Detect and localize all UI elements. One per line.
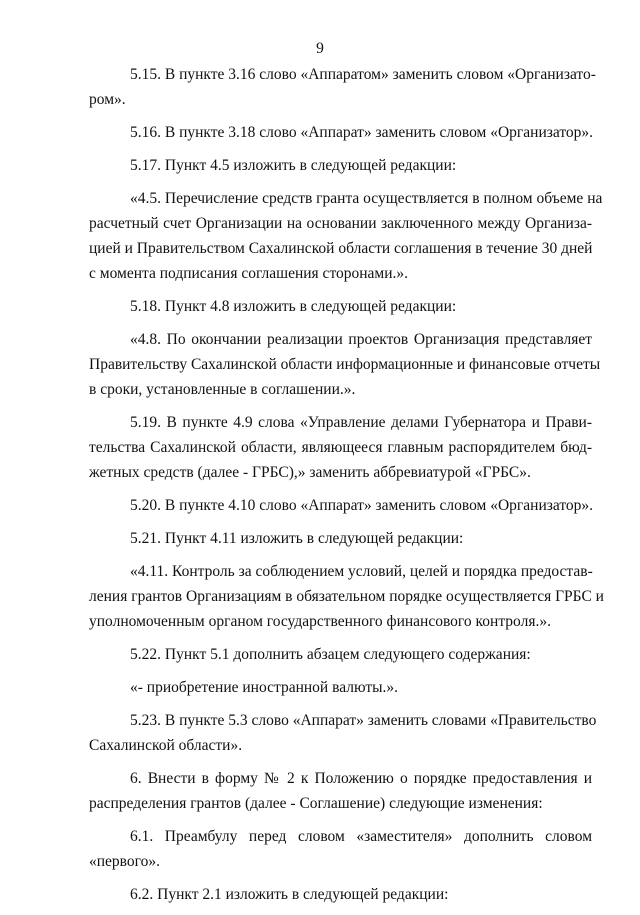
text-line: в сроки, установленные в соглашении.». (89, 381, 356, 398)
text-line: 6.2. Пункт 2.1 изложить в следующей редакции: (130, 886, 449, 903)
paragraph (89, 410, 592, 485)
text-line: 5.22. Пункт 5.1 дополнить абзацем следующего содержания: (130, 646, 531, 663)
paragraph (89, 766, 592, 816)
paragraph (89, 559, 604, 634)
text-line: 5.21. Пункт 4.11 изложить в следующей редакции: (130, 530, 464, 547)
text-line: жетных средств (далее - ГРБС),» заменить аббревиатурой «ГРБС». (89, 464, 531, 481)
text-line: Сахалинской области». (89, 737, 243, 754)
text-line: с момента подписания соглашения сторонами.». (89, 265, 409, 282)
text-line: расчетный счет Организации на основании заключенного между Организа- (89, 215, 592, 232)
paragraph (89, 120, 592, 145)
text-line: «4.11. Контроль за соблюдением условий, целей и порядка предостав- (130, 563, 593, 580)
text-line: распределения грантов (далее - Соглашение) следующие изменения: (89, 795, 543, 812)
paragraph (89, 675, 592, 700)
paragraph (89, 294, 592, 319)
text-line: Правительству Сахалинской области информационные и финансовые отчеты (89, 356, 601, 373)
text-line: «4.8. По окончании реализации проектов Организация представляет (130, 331, 592, 348)
text-line: 5.20. В пункте 4.10 слово «Аппарат» заменить словом «Организатор». (130, 497, 594, 514)
text-line: 5.19. В пункте 4.9 слова «Управление делами Губернатора и Прави- (130, 414, 592, 431)
text-line: цией и Правительством Сахалинской области соглашения в течение 30 дней (89, 240, 593, 257)
text-line: «- приобретение иностранной валюты.». (130, 679, 399, 696)
paragraph (89, 642, 592, 667)
text-line: 5.23. В пункте 5.3 слово «Аппарат» заменить словами «Правительство (130, 712, 597, 729)
paragraph (89, 882, 592, 907)
document-body (89, 62, 604, 915)
text-line: тельства Сахалинской области, являющееся главным распорядителем бюд- (89, 439, 592, 456)
paragraph (89, 824, 592, 874)
text-line: ром». (89, 91, 126, 108)
paragraph (89, 526, 592, 551)
paragraph (89, 327, 601, 402)
text-line: уполномоченным органом государственного финансового контроля.». (89, 613, 551, 630)
text-line: 5.15. В пункте 3.16 слово «Аппаратом» заменить словом «Организато- (130, 66, 596, 83)
paragraph (89, 62, 596, 112)
text-line: 5.16. В пункте 3.18 слово «Аппарат» заменить словом «Организатор». (130, 124, 594, 141)
text-line: «первого». (89, 853, 160, 870)
text-line: 5.17. Пункт 4.5 изложить в следующей редакции: (130, 157, 457, 174)
page-number: 9 (316, 40, 324, 57)
paragraph (89, 186, 603, 286)
text-line: «4.5. Перечисление средств гранта осуществляется в полном объеме на (130, 190, 603, 207)
paragraph (89, 153, 592, 178)
text-line: 5.18. Пункт 4.8 изложить в следующей редакции: (130, 298, 457, 315)
text-line: ления грантов Организациям в обязательном порядке осуществляется ГРБС и (89, 588, 604, 605)
text-line: 6. Внести в форму № 2 к Положению о порядке предоставления и (130, 770, 592, 787)
paragraph (89, 708, 597, 758)
paragraph (89, 493, 592, 518)
text-line: 6.1. Преамбулу перед словом «заместителя» дополнить словом (130, 828, 592, 845)
